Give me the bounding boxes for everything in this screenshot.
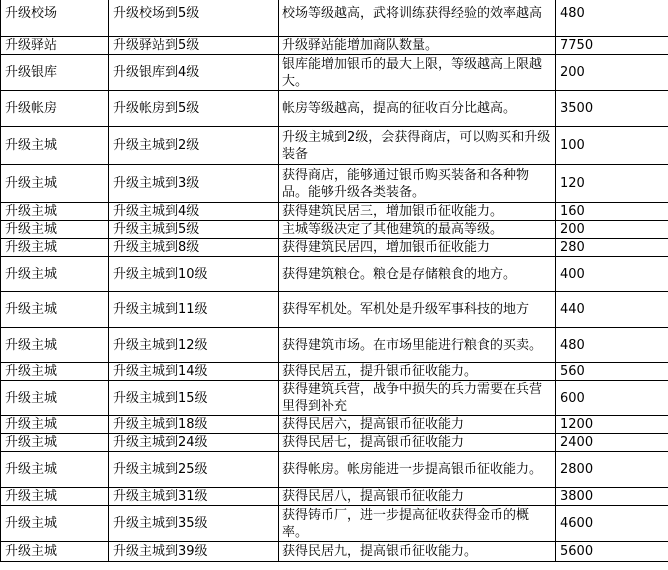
description-cell: 获得建筑粮仓。粮仓是存储粮食的地方。 (279, 257, 556, 292)
task-cell: 升级主城 (1, 452, 109, 488)
description-cell: 校场等级越高，武将训练获得经验的效率越高 (279, 0, 556, 37)
table-row (1, 452, 668, 488)
task-cell: 升级主城 (1, 239, 109, 257)
description-cell: 获得铸币厂，进一步提高征收获得金币的概率。 (279, 506, 556, 542)
reward-cell: 280 (556, 239, 668, 257)
reward-cell: 160 (556, 203, 668, 221)
table-row (1, 363, 668, 381)
table-row (1, 416, 668, 434)
table-row (1, 257, 668, 292)
description-cell: 获得帐房。帐房能进一步提高银币征收能力。 (279, 452, 556, 488)
goal-cell: 升级银库到4级 (109, 55, 279, 91)
goal-cell: 升级校场到5级 (109, 0, 279, 37)
table-row (1, 203, 668, 221)
table-row (1, 55, 668, 91)
description-cell: 获得民居六，提高银币征收能力 (279, 416, 556, 434)
task-cell: 升级主城 (1, 257, 109, 292)
goal-cell: 升级驿站到5级 (109, 37, 279, 55)
description-cell: 获得民居九，提高银币征收能力。 (279, 542, 556, 562)
task-cell: 升级主城 (1, 203, 109, 221)
description-cell: 获得军机处。军机处是升级军事科技的地方 (279, 292, 556, 328)
goal-cell: 升级主城到12级 (109, 328, 279, 363)
table-row (1, 506, 668, 542)
task-cell: 升级银库 (1, 55, 109, 91)
task-cell: 升级主城 (1, 221, 109, 239)
table-row (1, 165, 668, 203)
description-cell: 获得民居五，提升银币征收能力。 (279, 363, 556, 381)
reward-cell: 200 (556, 221, 668, 239)
goal-cell: 升级主城到3级 (109, 165, 279, 203)
task-cell: 升级主城 (1, 363, 109, 381)
task-cell: 升级帐房 (1, 91, 109, 127)
description-cell: 升级主城到2级，会获得商店，可以购买和升级装备 (279, 127, 556, 165)
goal-cell: 升级主城到25级 (109, 452, 279, 488)
reward-cell: 2800 (556, 452, 668, 488)
table-row (1, 239, 668, 257)
task-cell: 升级主城 (1, 381, 109, 416)
reward-cell: 100 (556, 127, 668, 165)
goal-cell: 升级帐房到5级 (109, 91, 279, 127)
task-cell: 升级主城 (1, 416, 109, 434)
reward-cell: 120 (556, 165, 668, 203)
reward-cell: 600 (556, 381, 668, 416)
goal-cell: 升级主城到35级 (109, 506, 279, 542)
description-cell: 银库能增加银币的最大上限，等级越高上限越大。 (279, 55, 556, 91)
goal-cell: 升级主城到5级 (109, 221, 279, 239)
reward-cell: 3800 (556, 488, 668, 506)
goal-cell: 升级主城到2级 (109, 127, 279, 165)
description-cell: 帐房等级越高，提高的征收百分比越高。 (279, 91, 556, 127)
goal-cell: 升级主城到14级 (109, 363, 279, 381)
reward-cell: 4600 (556, 506, 668, 542)
table-row (1, 434, 668, 452)
reward-cell: 5600 (556, 542, 668, 562)
table-row (1, 381, 668, 416)
task-cell: 升级校场 (1, 0, 109, 37)
reward-cell: 480 (556, 0, 668, 37)
table-row (1, 127, 668, 165)
table-row (1, 221, 668, 239)
table-row (1, 292, 668, 328)
table-row (1, 37, 668, 55)
task-cell: 升级主城 (1, 328, 109, 363)
reward-cell: 440 (556, 292, 668, 328)
table-row (1, 91, 668, 127)
reward-cell: 560 (556, 363, 668, 381)
table-row (1, 328, 668, 363)
goal-cell: 升级主城到24级 (109, 434, 279, 452)
goal-cell: 升级主城到10级 (109, 257, 279, 292)
reward-cell: 3500 (556, 91, 668, 127)
reward-cell: 1200 (556, 416, 668, 434)
goal-cell: 升级主城到11级 (109, 292, 279, 328)
task-table-body (1, 0, 668, 562)
goal-cell: 升级主城到15级 (109, 381, 279, 416)
description-cell: 获得商店，能够通过银币购买装备和各种物品。能够升级各类装备。 (279, 165, 556, 203)
reward-cell: 2400 (556, 434, 668, 452)
task-cell: 升级主城 (1, 434, 109, 452)
reward-cell: 7750 (556, 37, 668, 55)
description-cell: 主城等级决定了其他建筑的最高等级。 (279, 221, 556, 239)
goal-cell: 升级主城到4级 (109, 203, 279, 221)
task-cell: 升级主城 (1, 506, 109, 542)
description-cell: 获得民居七，提高银币征收能力 (279, 434, 556, 452)
table-row (1, 488, 668, 506)
task-cell: 升级主城 (1, 488, 109, 506)
description-cell: 获得建筑民居四，增加银币征收能力 (279, 239, 556, 257)
description-cell: 获得建筑市场。在市场里能进行粮食的买卖。 (279, 328, 556, 363)
table-row (1, 542, 668, 562)
table-row (1, 0, 668, 37)
reward-cell: 480 (556, 328, 668, 363)
goal-cell: 升级主城到18级 (109, 416, 279, 434)
description-cell: 获得建筑兵营，战争中损失的兵力需要在兵营里得到补充 (279, 381, 556, 416)
goal-cell: 升级主城到39级 (109, 542, 279, 562)
description-cell: 获得建筑民居三，增加银币征收能力。 (279, 203, 556, 221)
description-cell: 升级驿站能增加商队数量。 (279, 37, 556, 55)
goal-cell: 升级主城到31级 (109, 488, 279, 506)
task-cell: 升级主城 (1, 127, 109, 165)
task-cell: 升级主城 (1, 165, 109, 203)
task-cell: 升级主城 (1, 542, 109, 562)
goal-cell: 升级主城到8级 (109, 239, 279, 257)
reward-cell: 200 (556, 55, 668, 91)
task-cell: 升级驿站 (1, 37, 109, 55)
reward-cell: 400 (556, 257, 668, 292)
task-cell: 升级主城 (1, 292, 109, 328)
description-cell: 获得民居八，提高银币征收能力 (279, 488, 556, 506)
